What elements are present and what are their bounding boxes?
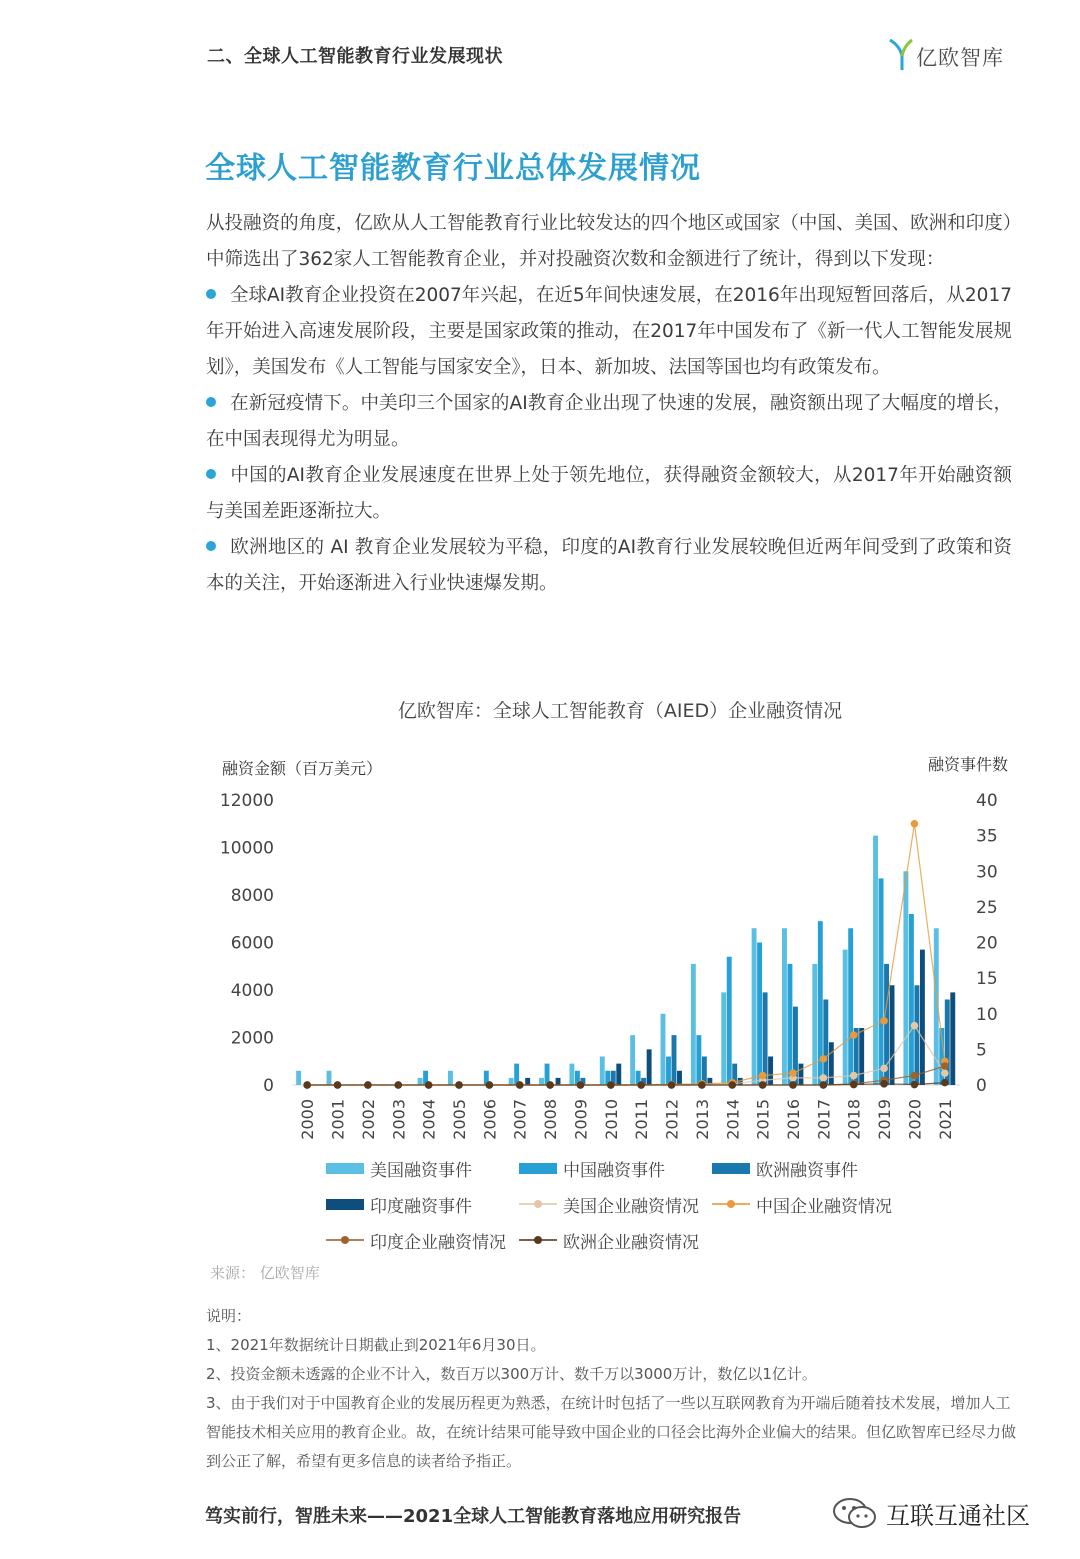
- bar-2004-1: [423, 1071, 428, 1085]
- bar-2004-0: [418, 1078, 423, 1085]
- point-0-12: [668, 1081, 676, 1089]
- bar-2011-1: [636, 1071, 641, 1085]
- bar-2020-3: [920, 950, 925, 1085]
- point-2-14: [728, 1081, 736, 1089]
- point-0-6: [486, 1081, 494, 1089]
- legend-cn-events: [519, 1156, 665, 1180]
- point-1-9: [577, 1081, 585, 1089]
- point-2-21: [941, 1062, 949, 1070]
- point-3-3: [394, 1081, 402, 1089]
- point-2-16: [789, 1081, 797, 1089]
- x-tick-label: 2020: [905, 1099, 925, 1140]
- right-tick-label: 20: [976, 933, 998, 954]
- point-1-1: [334, 1081, 342, 1089]
- point-0-3: [394, 1081, 402, 1089]
- legend-label: 中国企业融资情况: [756, 1196, 892, 1217]
- line-2: [307, 1066, 945, 1085]
- intro-paragraph: 从投融资的角度，亿欧从人工智能教育行业比较发达的四个地区或国家（中国、美国、欧洲和印度）中筛选出了362家人工智能教育企业，并对投融资次数和金额进行了统计，得到以下发现：: [206, 213, 1012, 270]
- x-tick-label: 2014: [723, 1099, 743, 1140]
- x-tick-label: 2019: [875, 1099, 895, 1140]
- bar-2005-0: [448, 1071, 453, 1085]
- bullet-item: [206, 458, 1012, 530]
- bar-2018-0: [843, 950, 848, 1085]
- bar-2021-3: [950, 992, 955, 1085]
- page-title: 全球人工智能教育行业总体发展情况: [205, 151, 701, 186]
- point-0-2: [364, 1081, 372, 1089]
- point-2-19: [880, 1076, 888, 1084]
- bar-2000-0: [296, 1071, 301, 1085]
- left-tick-label: 2000: [230, 1028, 274, 1049]
- bullet-text: 全球AI教育企业投资在2007年兴起，在近5年间快速发展，在2016年出现短暂回落后，从2017年开始进入高速发展阶段，主要是国家政策的推动，在2017年中国发布了《新一代人工智能发展规划》，美国发布《人工智能与国家安全》，日本、新加坡、法国等国也均有政策发布。: [206, 285, 1012, 378]
- bar-2010-0: [600, 1057, 605, 1086]
- bullet-dot-icon: [206, 541, 216, 551]
- point-1-19: [880, 1017, 888, 1025]
- right-tick-label: 40: [976, 791, 998, 811]
- point-1-12: [668, 1081, 676, 1089]
- point-1-16: [789, 1069, 797, 1077]
- legend-swatch: [326, 1199, 364, 1210]
- right-tick-label: 35: [976, 826, 998, 847]
- bullet-dot-icon: [206, 397, 216, 407]
- point-3-8: [546, 1081, 554, 1089]
- point-3-15: [759, 1081, 767, 1089]
- point-2-7: [516, 1081, 524, 1089]
- point-0-0: [303, 1081, 311, 1089]
- bar-2019-1: [879, 878, 884, 1085]
- legend-us-funding: [519, 1192, 699, 1216]
- point-2-12: [668, 1081, 676, 1089]
- x-tick-label: 2017: [814, 1099, 834, 1140]
- legend-us-events: [326, 1156, 472, 1180]
- left-tick-label: 4000: [230, 981, 274, 1001]
- left-axis-title: 融资金额（百万美元）: [222, 759, 383, 778]
- bar-2018-3: [859, 1028, 864, 1085]
- point-1-13: [698, 1080, 706, 1088]
- bar-2014-3: [738, 1078, 743, 1085]
- left-tick-label: 10000: [219, 838, 274, 859]
- bar-2021-2: [945, 1000, 950, 1086]
- watermark: [832, 1496, 1030, 1531]
- point-1-18: [850, 1031, 858, 1039]
- point-0-9: [577, 1081, 585, 1089]
- bar-2015-2: [763, 992, 768, 1085]
- bar-2017-2: [823, 1000, 828, 1086]
- point-0-1: [334, 1081, 342, 1089]
- legend-swatch: [519, 1234, 557, 1246]
- point-0-10: [607, 1081, 615, 1089]
- x-tick-label: 2006: [480, 1099, 500, 1140]
- section-header: 二、全球人工智能教育行业发展现状: [207, 46, 503, 67]
- note-item: 2、投资金额未透露的企业不计入，数百万以300万计、数千万以3000万计，数亿以1亿计。: [206, 1365, 817, 1383]
- bar-2012-0: [661, 1014, 666, 1085]
- point-2-6: [486, 1081, 494, 1089]
- bullet-dot-icon: [206, 289, 216, 299]
- bar-2016-2: [793, 1007, 798, 1085]
- point-2-5: [455, 1081, 463, 1089]
- bullet-item: [206, 386, 1012, 458]
- x-tick-label: 2013: [692, 1099, 712, 1140]
- point-0-4: [425, 1081, 433, 1089]
- legend-label: 印度融资事件: [370, 1196, 472, 1217]
- point-1-14: [728, 1079, 736, 1087]
- point-3-21: [941, 1079, 949, 1087]
- line-1: [307, 824, 945, 1085]
- point-0-7: [516, 1081, 524, 1089]
- x-tick-label: 2002: [358, 1099, 378, 1140]
- point-0-21: [941, 1069, 949, 1077]
- bar-2009-2: [580, 1078, 585, 1085]
- bar-2013-3: [707, 1078, 712, 1085]
- point-1-10: [607, 1081, 615, 1089]
- legend-swatch: [519, 1198, 557, 1210]
- bar-2013-0: [691, 964, 696, 1085]
- body-text: [206, 206, 1012, 602]
- point-2-3: [394, 1081, 402, 1089]
- wechat-icon: [832, 1497, 878, 1531]
- point-3-7: [516, 1081, 524, 1089]
- point-1-20: [911, 820, 919, 828]
- legend-eu-events: [712, 1156, 858, 1180]
- x-tick-label: 2018: [844, 1099, 864, 1140]
- point-2-13: [698, 1081, 706, 1089]
- legend-cn-funding: [712, 1192, 892, 1216]
- point-2-10: [607, 1081, 615, 1089]
- point-0-5: [455, 1081, 463, 1089]
- bar-2014-1: [727, 957, 732, 1085]
- point-3-6: [486, 1081, 494, 1089]
- point-3-20: [911, 1081, 919, 1089]
- bar-2017-3: [829, 1042, 834, 1085]
- bar-2006-1: [484, 1071, 489, 1085]
- point-2-1: [334, 1081, 342, 1089]
- point-2-0: [303, 1081, 311, 1089]
- note-item: 3、由于我们对于中国教育企业的发展历程更为熟悉，在统计时包括了一些以互联网教育为开端后随着技术发展，增加人工智能技术相关应用的教育企业。故，在统计结果可能导致中国企业的口径会比海外企业偏大的结果。但亿欧智库已经尽力做到公正了解，希望有更多信息的读者给予指正。: [206, 1394, 1017, 1470]
- point-0-18: [850, 1072, 858, 1080]
- logo: [886, 36, 1026, 76]
- bar-2007-3: [525, 1078, 530, 1085]
- legend-swatch: [712, 1198, 750, 1210]
- bar-2016-3: [799, 1064, 804, 1085]
- point-2-9: [577, 1081, 585, 1089]
- bar-2008-1: [545, 1064, 550, 1085]
- bar-2017-1: [818, 921, 823, 1085]
- right-axis-title: 融资事件数: [928, 755, 1009, 774]
- bar-2014-0: [721, 992, 726, 1085]
- point-2-15: [759, 1081, 767, 1089]
- bar-2016-1: [788, 964, 793, 1085]
- point-0-14: [728, 1080, 736, 1088]
- bar-2018-1: [848, 928, 853, 1085]
- right-tick-label: 10: [976, 1004, 998, 1025]
- point-3-12: [668, 1081, 676, 1089]
- point-1-5: [455, 1081, 463, 1089]
- point-2-20: [911, 1072, 919, 1080]
- point-1-2: [364, 1081, 372, 1089]
- x-tick-label: 2000: [298, 1099, 318, 1140]
- x-tick-label: 2003: [389, 1099, 409, 1140]
- point-3-1: [334, 1081, 342, 1089]
- point-3-17: [820, 1081, 828, 1089]
- bar-2012-3: [677, 1071, 682, 1085]
- point-0-8: [546, 1081, 554, 1089]
- x-tick-label: 2016: [784, 1099, 803, 1140]
- point-3-14: [728, 1081, 736, 1089]
- legend-swatch: [326, 1163, 364, 1174]
- left-tick-label: 0: [263, 1076, 274, 1096]
- point-3-4: [425, 1081, 433, 1089]
- point-2-18: [850, 1080, 858, 1088]
- bullet-text: 中国的AI教育企业发展速度在世界上处于领先地位，获得融资金额较大，从2017年开始融资额与美国差距逐渐拉大。: [206, 465, 1012, 522]
- bar-2011-3: [647, 1049, 652, 1085]
- x-tick-label: 2005: [450, 1099, 469, 1140]
- x-tick-label: 2012: [662, 1099, 682, 1140]
- bar-2021-1: [939, 1028, 944, 1085]
- bar-2009-1: [575, 1071, 580, 1085]
- left-tick-label: 8000: [230, 886, 274, 906]
- bar-2017-0: [812, 964, 817, 1085]
- bar-2015-1: [757, 943, 762, 1086]
- point-1-0: [303, 1081, 311, 1089]
- right-tick-label: 25: [976, 897, 998, 918]
- point-2-2: [364, 1081, 372, 1089]
- legend-label: 欧洲企业融资情况: [563, 1232, 699, 1253]
- point-0-11: [637, 1081, 645, 1089]
- bar-2014-2: [732, 1064, 737, 1085]
- line-0: [307, 1026, 945, 1085]
- legend-label: 中国融资事件: [563, 1160, 665, 1181]
- point-3-2: [364, 1081, 372, 1089]
- point-3-0: [303, 1081, 311, 1089]
- legend-swatch: [712, 1163, 750, 1174]
- point-2-17: [820, 1081, 828, 1089]
- legend-label: 美国企业融资情况: [563, 1196, 699, 1217]
- right-tick-label: 5: [976, 1040, 987, 1061]
- point-1-3: [394, 1081, 402, 1089]
- x-tick-label: 2021: [935, 1099, 955, 1140]
- point-2-11: [637, 1081, 645, 1089]
- notes: [206, 1302, 1016, 1476]
- left-tick-label: 12000: [219, 791, 274, 811]
- bullet-item: [206, 278, 1012, 386]
- point-1-15: [759, 1072, 767, 1080]
- point-3-16: [789, 1081, 797, 1089]
- bar-2019-2: [884, 964, 889, 1085]
- bullet-text: 欧洲地区的 AI 教育企业发展较为平稳，印度的AI教育行业发展较晚但近两年间受到了政策和资本的关注，开始逐渐进入行业快速爆发期。: [206, 537, 1012, 594]
- x-tick-label: 2001: [328, 1099, 348, 1140]
- x-tick-label: 2009: [571, 1099, 591, 1140]
- bar-2015-0: [752, 928, 757, 1085]
- line-3: [307, 1083, 945, 1085]
- bar-2015-3: [768, 1057, 773, 1086]
- bar-2010-2: [611, 1071, 616, 1085]
- bar-2009-0: [569, 1064, 574, 1085]
- legend-label: 美国融资事件: [370, 1160, 472, 1181]
- x-tick-label: 2011: [632, 1099, 652, 1140]
- source-note: 来源： 亿欧智库: [210, 1264, 320, 1282]
- legend-in-events: [326, 1192, 472, 1216]
- bar-2013-1: [696, 1035, 701, 1085]
- point-1-17: [820, 1055, 828, 1063]
- point-0-16: [789, 1074, 797, 1082]
- point-3-13: [698, 1081, 706, 1089]
- bullet-dot-icon: [206, 469, 216, 479]
- point-3-10: [607, 1081, 615, 1089]
- bar-2020-1: [909, 914, 914, 1085]
- bullet-item: [206, 530, 1012, 602]
- point-1-8: [546, 1081, 554, 1089]
- logo-text: 亿欧智库: [916, 46, 1004, 70]
- left-tick-label: 6000: [230, 933, 274, 954]
- point-2-8: [546, 1081, 554, 1089]
- logo-icon: [886, 36, 916, 72]
- watermark-text: 互联互通社区: [886, 1502, 1030, 1530]
- x-tick-label: 2007: [510, 1099, 530, 1140]
- bar-2020-0: [903, 871, 908, 1085]
- point-1-11: [637, 1081, 645, 1089]
- bar-2001-0: [327, 1071, 332, 1085]
- bar-2021-0: [934, 928, 939, 1085]
- point-2-4: [425, 1081, 433, 1089]
- bar-2019-0: [873, 836, 878, 1085]
- legend-swatch: [326, 1234, 364, 1246]
- notes-heading: 说明：: [206, 1307, 252, 1325]
- bar-2008-0: [539, 1078, 544, 1085]
- legend-label: 欧洲融资事件: [756, 1160, 858, 1181]
- bar-2010-3: [616, 1064, 621, 1085]
- point-0-13: [698, 1081, 706, 1089]
- chart-title: 亿欧智库：全球人工智能教育（AIED）企业融资情况: [397, 700, 843, 722]
- right-tick-label: 30: [976, 862, 998, 883]
- x-tick-label: 2010: [601, 1099, 621, 1140]
- x-tick-label: 2004: [419, 1099, 439, 1140]
- bar-2011-2: [641, 1078, 646, 1085]
- bullet-text: 在新冠疫情下。中美印三个国家的AI教育企业出现了快速的发展，融资额出现了大幅度的增长，在中国表现得尤为明显。: [206, 393, 1012, 450]
- point-3-18: [850, 1081, 858, 1089]
- bar-2007-0: [509, 1078, 514, 1085]
- right-tick-label: 15: [976, 969, 998, 990]
- bar-2012-2: [672, 1035, 677, 1085]
- bar-2016-0: [782, 928, 787, 1085]
- bar-2018-2: [854, 1028, 859, 1085]
- legend-label: 印度企业融资情况: [370, 1232, 506, 1253]
- bar-2019-3: [890, 985, 895, 1085]
- report-title-footer: 笃实前行，智胜未来——2021全球人工智能教育落地应用研究报告: [205, 1506, 742, 1527]
- bar-2020-2: [914, 985, 919, 1085]
- x-tick-label: 2015: [753, 1099, 773, 1140]
- point-1-4: [425, 1081, 433, 1089]
- point-3-5: [455, 1081, 463, 1089]
- note-item: 1、2021年数据统计日期截止到2021年6月30日。: [206, 1336, 546, 1354]
- point-3-19: [880, 1080, 888, 1088]
- right-tick-label: 0: [976, 1076, 987, 1096]
- bar-2012-1: [666, 1057, 671, 1086]
- bar-2007-1: [514, 1064, 519, 1085]
- point-1-6: [486, 1081, 494, 1089]
- bar-2008-3: [556, 1078, 561, 1085]
- point-1-21: [941, 1057, 949, 1065]
- point-0-15: [759, 1076, 767, 1084]
- point-1-7: [516, 1081, 524, 1089]
- legend-in-funding: [326, 1228, 506, 1252]
- legend-swatch: [519, 1163, 557, 1174]
- bar-2013-2: [702, 1057, 707, 1086]
- point-3-9: [577, 1081, 585, 1089]
- bar-2010-1: [605, 1071, 610, 1085]
- point-3-11: [637, 1081, 645, 1089]
- point-0-17: [820, 1074, 828, 1082]
- legend-eu-funding: [519, 1228, 699, 1252]
- point-0-20: [911, 1022, 919, 1030]
- x-tick-label: 2008: [541, 1099, 561, 1140]
- bar-2011-0: [630, 1035, 635, 1085]
- point-0-19: [880, 1065, 888, 1073]
